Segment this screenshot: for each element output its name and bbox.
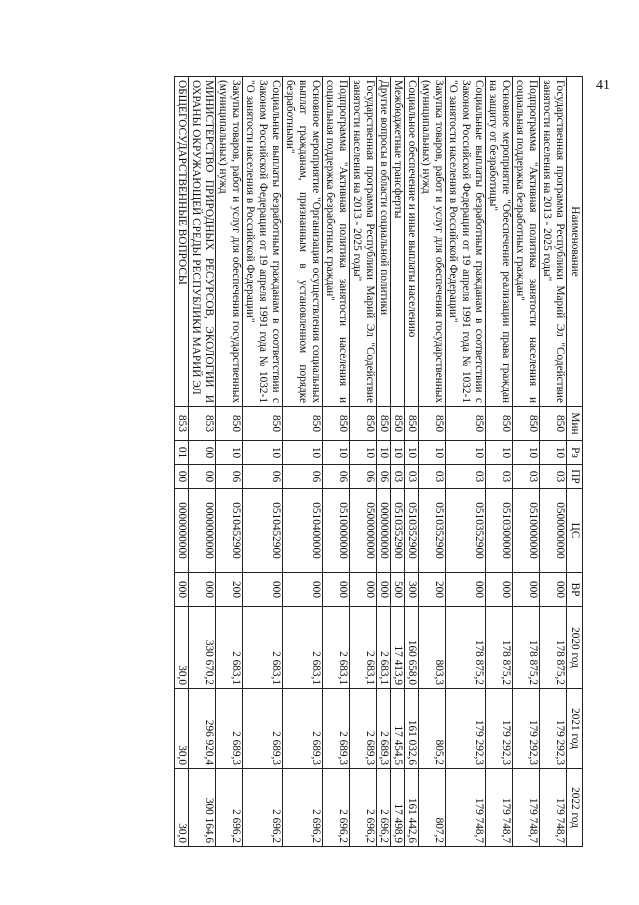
table-row xyxy=(377,77,391,847)
row-2022: 179 748,7 xyxy=(446,769,486,847)
row-vr: 000 xyxy=(350,573,377,607)
row-2021: 2 689,3 xyxy=(216,689,243,769)
header-2020: 2020 год xyxy=(567,607,583,689)
row-pr: 03 xyxy=(540,465,567,489)
row-2020: 803,3 xyxy=(419,607,446,689)
row-name: ОБЩЕГОСУДАРСТВЕННЫЕ ВОПРОСЫ xyxy=(175,77,189,407)
header-vr: ВР xyxy=(567,573,583,607)
row-2020: 178 875,2 xyxy=(446,607,486,689)
row-vr: 000 xyxy=(323,573,350,607)
row-cs: 0510452900 xyxy=(216,489,243,573)
row-name: Государственная программа Республики Марий Эл "Содействие занятости населения на 2013 - 2025 годы" xyxy=(350,77,377,407)
table-row xyxy=(405,77,419,847)
table-row xyxy=(189,77,216,847)
row-vr: 500 xyxy=(391,573,405,607)
row-min: 850 xyxy=(377,407,391,441)
rotated-page-content xyxy=(93,76,583,846)
row-2022: 179 748,7 xyxy=(513,769,540,847)
row-vr: 200 xyxy=(216,573,243,607)
row-name: Подпрограмма "Активная политика занятости населения и социальная поддержка безработных граждан" xyxy=(323,77,350,407)
row-2021: 296 920,4 xyxy=(189,689,216,769)
row-2022: 179 748,7 xyxy=(486,769,513,847)
row-pr: 06 xyxy=(283,465,323,489)
budget-table xyxy=(174,76,583,847)
row-vr: 000 xyxy=(243,573,283,607)
row-vr: 200 xyxy=(419,573,446,607)
row-2021: 179 292,3 xyxy=(513,689,540,769)
row-name: Основное мероприятие "Организация осуществления социальных выплат гражданам, признанным в установленном порядке безработными" xyxy=(283,77,323,407)
row-2022: 179 748,7 xyxy=(540,769,567,847)
row-name: Социальные выплаты безработным гражданам в соответствии с Законом Российской Федерации от 19 апреля 1991 года № 1032-1 "О занятости населения в Российской Федерации" xyxy=(446,77,486,407)
row-2021: 17 454,5 xyxy=(391,689,405,769)
table-row xyxy=(350,77,377,847)
row-pr: 06 xyxy=(323,465,350,489)
row-cs: 0510352900 xyxy=(419,489,446,573)
row-2021: 179 292,3 xyxy=(446,689,486,769)
row-vr: 000 xyxy=(513,573,540,607)
row-rz: 10 xyxy=(540,441,567,465)
row-cs: 0500000000 xyxy=(350,489,377,573)
header-2022: 2022 год xyxy=(567,769,583,847)
header-pr: ПР xyxy=(567,465,583,489)
table-row xyxy=(540,77,567,847)
table-row xyxy=(446,77,486,847)
row-rz: 10 xyxy=(486,441,513,465)
row-rz: 10 xyxy=(323,441,350,465)
row-pr: 03 xyxy=(391,465,405,489)
row-2021: 179 292,3 xyxy=(486,689,513,769)
row-name: Социальное обеспечение и иные выплаты населению xyxy=(405,77,419,407)
row-vr: 000 xyxy=(540,573,567,607)
row-min: 850 xyxy=(350,407,377,441)
row-min: 850 xyxy=(323,407,350,441)
row-min: 850 xyxy=(243,407,283,441)
row-2021: 2 689,3 xyxy=(323,689,350,769)
table-row xyxy=(486,77,513,847)
table-row xyxy=(243,77,283,847)
row-cs: 0000000000 xyxy=(189,489,216,573)
row-cs: 0000000000 xyxy=(377,489,391,573)
row-name: Основное мероприятие "Обеспечение реализации права граждан на защиту от безработицы" xyxy=(486,77,513,407)
row-2022: 2 696,2 xyxy=(377,769,391,847)
row-2020: 17 413,9 xyxy=(391,607,405,689)
row-min: 850 xyxy=(405,407,419,441)
row-rz: 10 xyxy=(419,441,446,465)
row-name: МИНИСТЕРСТВО ПРИРОДНЫХ РЕСУРСОВ, ЭКОЛОГИИ И ОХРАНЫ ОКРУЖАЮЩЕЙ СРЕДЫ РЕСПУБЛИКИ МАРИЙ ЭЛ xyxy=(189,77,216,407)
row-pr: 06 xyxy=(377,465,391,489)
row-pr: 00 xyxy=(189,465,216,489)
row-cs: 0510400000 xyxy=(283,489,323,573)
row-pr: 00 xyxy=(175,465,189,489)
row-2020: 2 683,1 xyxy=(350,607,377,689)
row-vr: 000 xyxy=(175,573,189,607)
row-rz: 10 xyxy=(391,441,405,465)
table-row xyxy=(419,77,446,847)
row-rz: 10 xyxy=(377,441,391,465)
row-cs: 0510300000 xyxy=(486,489,513,573)
row-rz: 10 xyxy=(446,441,486,465)
row-name: Закупка товаров, работ и услуг для обеспечения государственных (муниципальных) нужд xyxy=(216,77,243,407)
row-2022: 2 696,2 xyxy=(283,769,323,847)
row-name: Социальные выплаты безработным гражданам в соответствии с Законом Российской Федерации от 19 апреля 1991 года № 1032-1 "О занятости населения в Российской Федерации" xyxy=(243,77,283,407)
row-rz: 10 xyxy=(350,441,377,465)
row-2020: 30,0 xyxy=(175,607,189,689)
row-pr: 03 xyxy=(419,465,446,489)
row-min: 850 xyxy=(446,407,486,441)
table-header-row xyxy=(567,77,583,847)
table-row xyxy=(513,77,540,847)
row-2022: 300 164,6 xyxy=(189,769,216,847)
row-min: 850 xyxy=(283,407,323,441)
row-min: 850 xyxy=(216,407,243,441)
header-min: Мин xyxy=(567,407,583,441)
row-cs: 0510452900 xyxy=(243,489,283,573)
row-pr: 06 xyxy=(350,465,377,489)
row-2020: 178 875,2 xyxy=(540,607,567,689)
row-2021: 2 689,3 xyxy=(377,689,391,769)
row-2021: 179 292,3 xyxy=(540,689,567,769)
row-rz: 10 xyxy=(216,441,243,465)
row-pr: 03 xyxy=(486,465,513,489)
row-vr: 000 xyxy=(377,573,391,607)
row-name: Другие вопросы в области социальной политики xyxy=(377,77,391,407)
row-2020: 2 683,1 xyxy=(283,607,323,689)
row-vr: 000 xyxy=(446,573,486,607)
row-2022: 17 498,9 xyxy=(391,769,405,847)
table-row xyxy=(175,77,189,847)
row-min: 850 xyxy=(391,407,405,441)
table-row xyxy=(283,77,323,847)
row-rz: 10 xyxy=(513,441,540,465)
row-min: 850 xyxy=(486,407,513,441)
page-number: 41 xyxy=(596,78,610,93)
row-name: Закупка товаров, работ и услуг для обеспечения государственных (муниципальных) нужд xyxy=(419,77,446,407)
row-min: 850 xyxy=(540,407,567,441)
row-2020: 160 658,0 xyxy=(405,607,419,689)
row-rz: 00 xyxy=(189,441,216,465)
header-name: Наименование xyxy=(567,77,583,407)
row-2020: 2 683,1 xyxy=(377,607,391,689)
header-cs: ЦС xyxy=(567,489,583,573)
row-2020: 2 683,1 xyxy=(216,607,243,689)
row-2021: 161 032,6 xyxy=(405,689,419,769)
row-2022: 161 442,6 xyxy=(405,769,419,847)
row-2020: 2 683,1 xyxy=(243,607,283,689)
row-2022: 2 696,2 xyxy=(350,769,377,847)
row-name: Государственная программа Республики Марий Эл "Содействие занятости населения на 2013 - 2025 годы" xyxy=(540,77,567,407)
row-2022: 2 696,2 xyxy=(323,769,350,847)
row-cs: 0510352900 xyxy=(391,489,405,573)
row-name: Подпрограмма "Активная политика занятости населения и социальная поддержка безработных граждан" xyxy=(513,77,540,407)
table-row xyxy=(391,77,405,847)
row-2021: 2 689,3 xyxy=(243,689,283,769)
row-vr: 000 xyxy=(189,573,216,607)
row-2022: 30,0 xyxy=(175,769,189,847)
row-2021: 30,0 xyxy=(175,689,189,769)
row-2021: 2 689,3 xyxy=(350,689,377,769)
row-2022: 2 696,2 xyxy=(243,769,283,847)
row-2022: 807,2 xyxy=(419,769,446,847)
table-body xyxy=(175,77,567,847)
row-rz: 01 xyxy=(175,441,189,465)
row-cs: 0510352900 xyxy=(446,489,486,573)
row-cs: 0510352900 xyxy=(405,489,419,573)
row-cs: 0000000000 xyxy=(175,489,189,573)
row-rz: 10 xyxy=(243,441,283,465)
header-2021: 2021 год xyxy=(567,689,583,769)
row-min: 850 xyxy=(513,407,540,441)
table-row xyxy=(323,77,350,847)
row-vr: 000 xyxy=(283,573,323,607)
row-pr: 06 xyxy=(216,465,243,489)
row-min: 850 xyxy=(419,407,446,441)
row-pr: 03 xyxy=(513,465,540,489)
row-pr: 03 xyxy=(446,465,486,489)
row-min: 853 xyxy=(189,407,216,441)
row-rz: 10 xyxy=(405,441,419,465)
row-cs: 0500000000 xyxy=(540,489,567,573)
row-2021: 2 689,3 xyxy=(283,689,323,769)
row-name: Межбюджетные трансферты xyxy=(391,77,405,407)
table-row xyxy=(216,77,243,847)
row-2021: 805,2 xyxy=(419,689,446,769)
row-2020: 178 875,2 xyxy=(513,607,540,689)
row-cs: 0510000000 xyxy=(323,489,350,573)
row-2020: 2 683,1 xyxy=(323,607,350,689)
row-cs: 0510000000 xyxy=(513,489,540,573)
row-pr: 03 xyxy=(405,465,419,489)
row-2020: 178 875,2 xyxy=(486,607,513,689)
header-rz: Рз xyxy=(567,441,583,465)
row-pr: 06 xyxy=(243,465,283,489)
row-vr: 300 xyxy=(405,573,419,607)
row-2020: 330 670,2 xyxy=(189,607,216,689)
row-vr: 000 xyxy=(486,573,513,607)
row-2022: 2 696,2 xyxy=(216,769,243,847)
row-min: 853 xyxy=(175,407,189,441)
row-rz: 10 xyxy=(283,441,323,465)
